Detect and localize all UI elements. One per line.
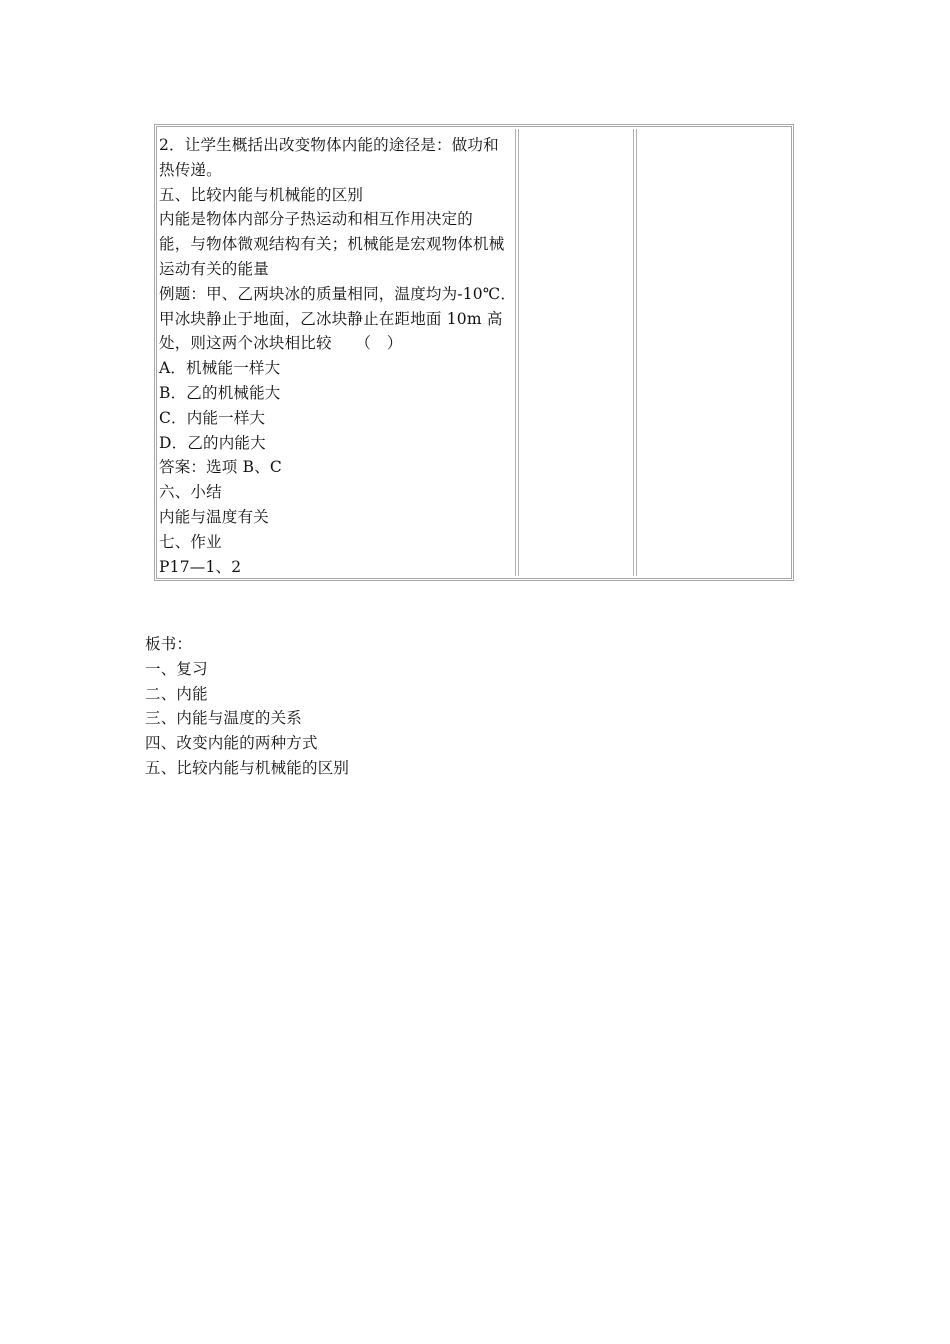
board-item: 二、内能 — [145, 684, 208, 703]
board-item: 四、改变内能的两种方式 — [145, 734, 318, 753]
table-line: C．内能一样大 — [159, 408, 266, 427]
table-cell-empty — [638, 129, 791, 576]
table-line: 2．让学生概括出改变物体内能的途径是：做功和 — [159, 136, 499, 154]
table-line: P17—1、2 — [159, 557, 242, 576]
table-line: 甲冰块静止于地面，乙冰块静止在距地面 10m 高 — [159, 309, 503, 328]
board-item: 一、复习 — [145, 659, 208, 678]
table-line: B．乙的机械能大 — [159, 383, 281, 402]
table-line: 答案：选项 B、C — [159, 458, 282, 477]
table-line: 内能与温度有关 — [159, 507, 269, 526]
table-line: 热传递。 — [159, 160, 222, 179]
table-line: 运动有关的能量 — [159, 259, 269, 278]
table-line: A．机械能一样大 — [159, 359, 281, 378]
table-cell-empty — [520, 129, 632, 576]
table-line: 七、作业 — [159, 532, 222, 551]
table-line: D．乙的内能大 — [159, 433, 266, 452]
table-cell-content — [159, 129, 515, 576]
board-item: 五、比较内能与机械能的区别 — [145, 758, 350, 777]
column-divider — [633, 129, 637, 576]
table-line: 内能是物体内部分子热运动和相互作用决定的 — [159, 210, 474, 229]
column-divider — [515, 129, 519, 576]
lesson-table — [154, 124, 794, 581]
board-title: 板书： — [145, 635, 193, 653]
table-line: 六、小结 — [159, 483, 222, 502]
table-line: 处，则这两个冰块相比较 （ ） — [159, 334, 403, 353]
table-line: 能，与物体微观结构有关；机械能是宏观物体机械 — [159, 235, 505, 254]
blackboard-outline — [145, 632, 349, 781]
board-item: 三、内能与温度的关系 — [145, 709, 303, 728]
table-line: 例题：甲、乙两块冰的质量相同，温度均为-10℃． — [159, 284, 517, 303]
table-line: 五、比较内能与机械能的区别 — [159, 185, 364, 204]
